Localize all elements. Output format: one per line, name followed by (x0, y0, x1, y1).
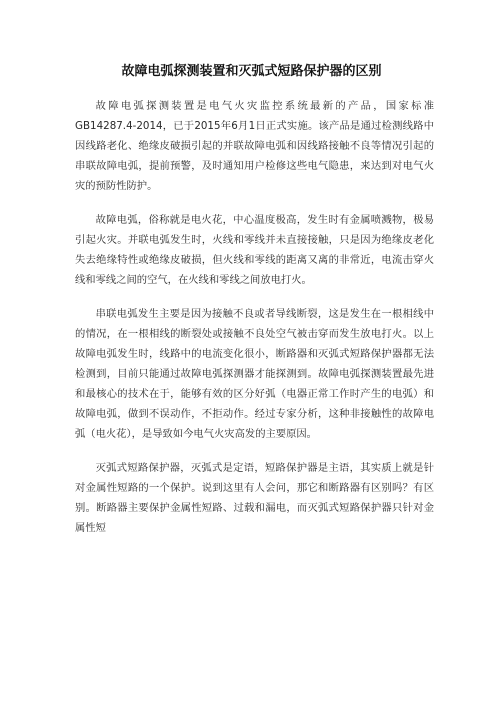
document-title: 故障电弧探测装置和灭弧式短路保护器的区别 (121, 64, 382, 79)
paragraph-1: 故障电弧探测装置是电气火灾监控系统最新的产品，国家标准GB14287.4-2014，已于2015年6月1日正式实施。该产品是通过检测线路中因线路老化、绝缘皮破损引起的并联故障电弧和因线路接触不良等情况引起的串联故障电弧，提前预警，及时通知用户检修这些电气隐患，来达到对电气火灾的预防性防护。 (75, 100, 434, 192)
paragraph-4: 灭弧式短路保护器，灭弧式是定语，短路保护器是主语，其实质上就是针对金属性短路的一个保护。说到这里有人会问，那它和断路器有区别吗？有区别。断路器主要保护金属性短路、过载和漏电，而灭弧式短路保护器只针对金属性短 (75, 462, 434, 534)
paragraph-3: 串联电弧发生主要是因为接触不良或者导线断裂，这是发生在一根相线中的情况，在一根相线的断裂处或接触不良处空气被击穿而发生放电打火。以上故障电弧发生时，线路中的电流变化很小，断路器和灭弧式短路保护器都无法检测到，目前只能通过故障电弧探测器才能探测到。故障电弧探测装置最先进和最核心的技术在于，能够有效的区分好弧（电器正常工作时产生的电弧）和故障电弧，做到不误动作，不拒动作。经过专家分析，这种非接触性的故障电弧（电火花），是导致如今电气火灾高发的主要原因。 (75, 308, 434, 440)
paragraph-2: 故障电弧，俗称就是电火花，中心温度极高，发生时有金属喷溅物，极易引起火灾。并联电弧发生时，火线和零线并未直接接触，只是因为绝缘皮老化失去绝缘特性或绝缘皮破损，但火线和零线的距离又离的非常近，电流击穿火线和零线之间的空气，在火线和零线之间放电打火。 (75, 214, 434, 286)
